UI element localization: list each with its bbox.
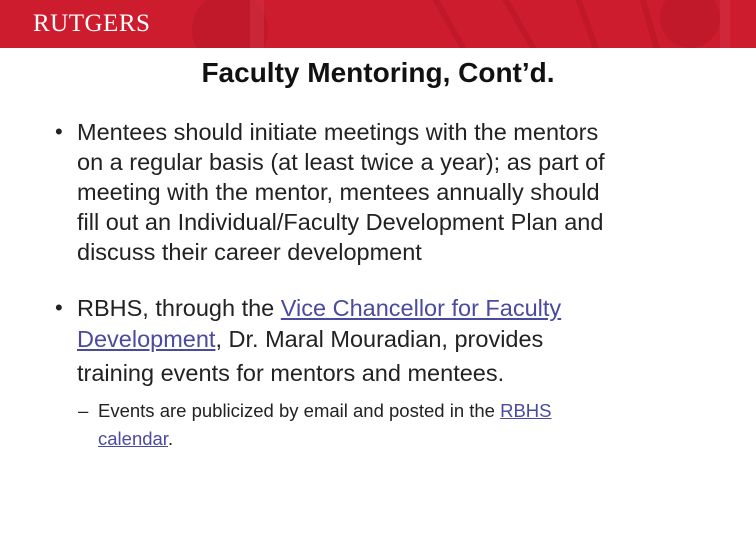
bullet2-suffix: , Dr. Maral Mouradian, provides (215, 326, 544, 352)
slide-title: Faculty Mentoring, Cont’d. (201, 57, 555, 88)
bullet1-line5: discuss their career development (77, 239, 422, 265)
bullet-marker: • (55, 119, 63, 144)
bullet1-line4: fill out an Individual/Faculty Development Plan and (77, 209, 604, 235)
sub-bullet-marker: – (78, 400, 89, 421)
sub1-line1 (98, 398, 552, 424)
vice-chancellor-link-continued[interactable]: Development (77, 326, 216, 352)
bullet1-line3: meeting with the mentor, mentees annually should (77, 179, 600, 205)
bullet1-line2: on a regular basis (at least twice a year); as part of (77, 149, 605, 175)
rbhs-calendar-link-continued[interactable]: calendar (98, 428, 168, 449)
bullet1-line1: Mentees should initiate meetings with the mentors (77, 119, 599, 145)
bullet2-line1 (77, 294, 561, 322)
sub1-line2 (98, 426, 173, 452)
sub1-suffix: . (167, 428, 174, 449)
sub1-prefix: Events are publicized by email and posted in the (98, 400, 501, 421)
rutgers-logo: RUTGERS (33, 10, 151, 37)
rbhs-calendar-link[interactable]: RBHS (500, 400, 552, 421)
bullet-marker: • (55, 295, 63, 320)
bullet2-line2 (77, 325, 543, 353)
vice-chancellor-link[interactable]: Vice Chancellor for Faculty (280, 295, 562, 321)
bullet2-line3: training events for mentors and mentees. (77, 360, 505, 386)
bullet2-prefix: RBHS, through the (77, 295, 281, 321)
